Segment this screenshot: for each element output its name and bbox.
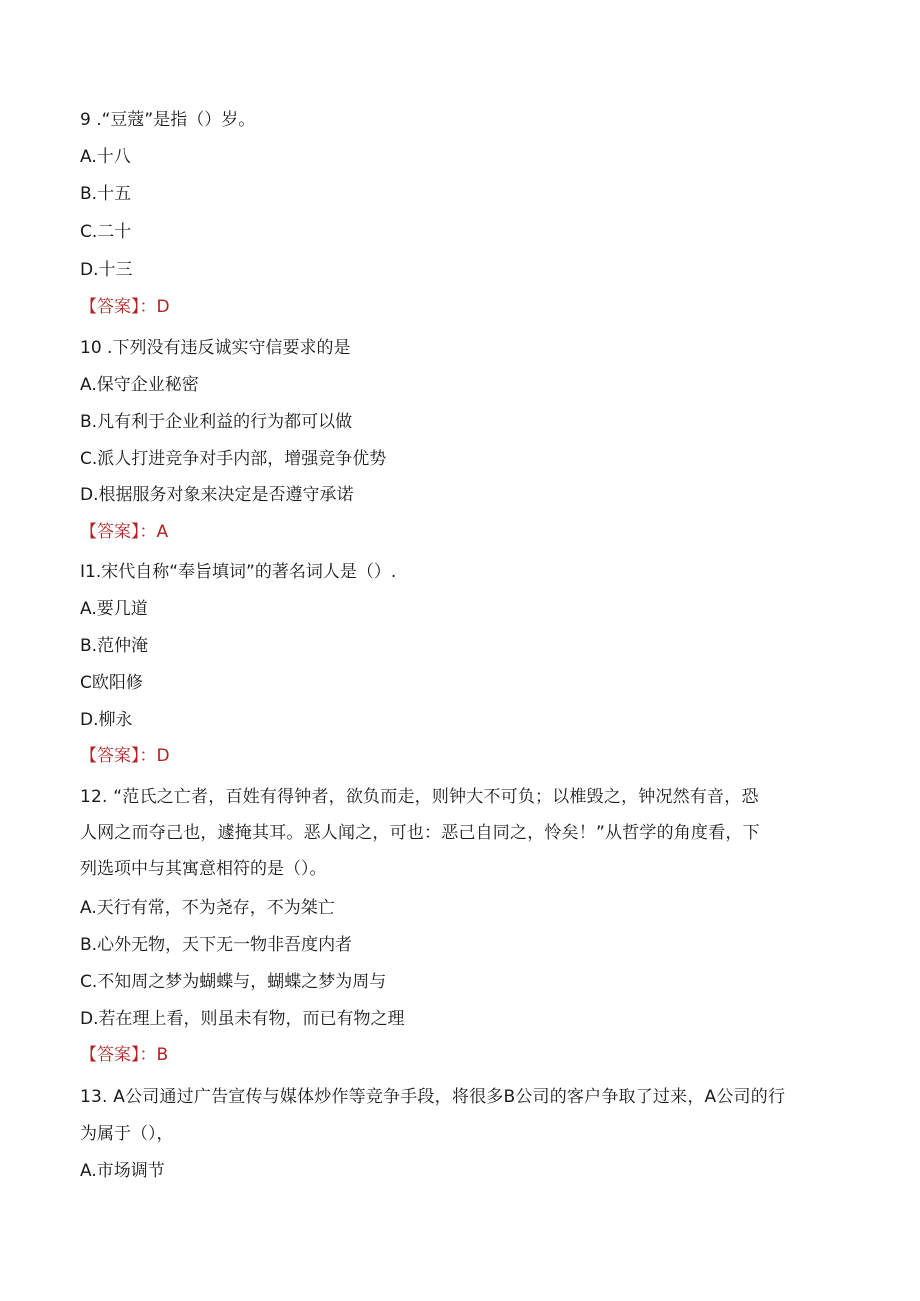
question-12-option-d: D.若在理上看，则虽未有物，而已有物之理 [80,1009,405,1029]
question-11-option-d: D.柳永 [80,710,133,730]
question-11-option-c: C欧阳修 [80,673,143,693]
question-9-stem: 9 .“豆蔻”是指（）岁。 [80,110,256,130]
question-10-stem: 10 .下列没有违反诚实守信要求的是 [80,338,351,358]
question-10-option-d: D.根据服务对象来决定是否遵守承诺 [80,485,354,505]
question-10-option-c: C.派人打进竞争对手内部，增强竞争优势 [80,449,387,469]
question-12-option-b: B.心外无物，天下无一物非吾度内者 [80,935,353,955]
question-9-answer: 【答案】：D [80,297,170,317]
question-11-stem: I1.宋代自称“奉旨填词”的著名词人是（）. [80,562,397,582]
question-13-stem-line-2: 为属于（）， [80,1124,174,1144]
question-9-option-a: A.十八 [80,147,131,167]
question-10-option-a: A.保守企业秘密 [80,375,199,395]
question-12-answer: 【答案】：B [80,1045,169,1065]
question-11-option-a: A.要几道 [80,599,148,619]
question-12-option-c: C.不知周之梦为蝴蝶与，蝴蝶之梦为周与 [80,972,387,992]
question-10-option-b: B.凡有利于企业利益的行为都可以做 [80,412,353,432]
question-11-answer: 【答案】：D [80,746,170,766]
question-10-answer: 【答案】：A [80,522,169,542]
question-12-stem-line-2: 人网之而夺己也，遽掩其耳。恶人闻之，可也：恶己自同之，怜矣！”从哲学的角度看，下 [80,823,760,843]
question-12-stem-line-1: 12. “范氏之亡者，百姓有得钟者，欲负而走，则钟大不可负；以椎毁之，钟况然有音，恐 [80,787,759,807]
question-12-option-a: A.天行有常，不为尧存，不为桀亡 [80,898,335,918]
question-9-option-b: B.十五 [80,184,132,204]
question-9-option-c: C.二十 [80,222,132,242]
question-13-stem-line-1: 13. A公司通过广告宣传与媒体炒作等竞争手段，将很多B公司的客户争取了过来，A公司的行 [80,1087,786,1107]
question-13-option-a: A.市场调节 [80,1161,165,1181]
question-9-option-d: D.十三 [80,260,133,280]
question-11-option-b: B.范仲淹 [80,636,149,656]
question-12-stem-line-3: 列选项中与其寓意相符的是（）。 [80,859,327,879]
